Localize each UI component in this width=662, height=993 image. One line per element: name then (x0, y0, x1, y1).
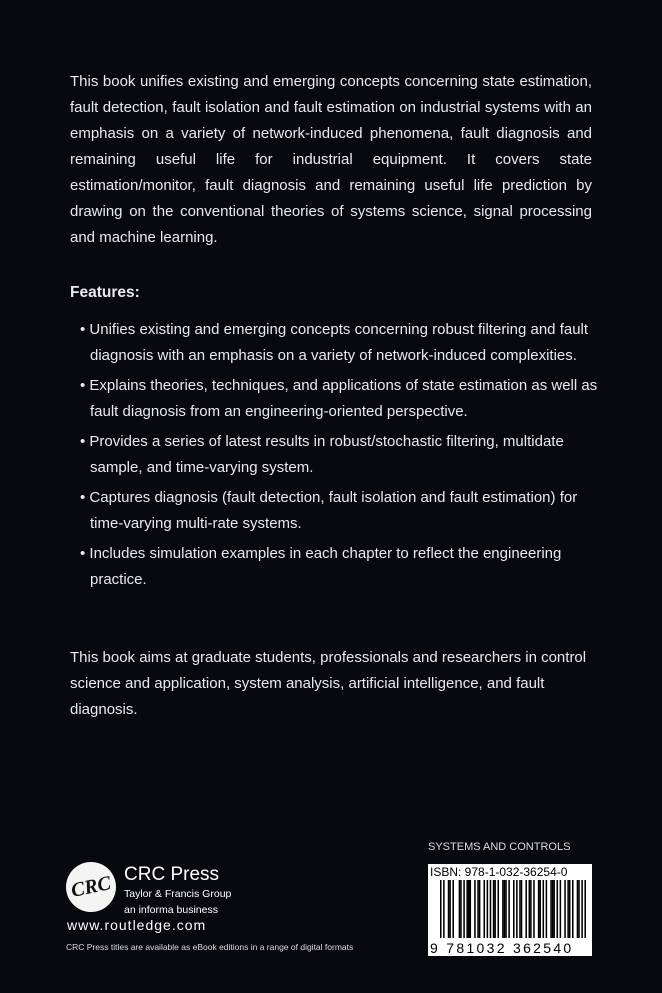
barcode-bar (504, 880, 506, 938)
feature-item: • Captures diagnosis (fault detection, fault isolation and fault estimation) for time-varying multi-rate systems. (78, 485, 598, 537)
ebook-note: CRC Press titles are available as eBook editions in a range of digital formats (66, 942, 354, 952)
barcode-bar (572, 880, 574, 938)
barcode-box (428, 864, 592, 956)
barcode-bar (553, 880, 555, 938)
barcode-bar (533, 880, 535, 938)
barcode-bar (578, 880, 580, 938)
barcode-bar (550, 880, 552, 938)
barcode-bar (539, 880, 541, 938)
barcode-bar (530, 880, 532, 938)
barcode-bar (521, 880, 523, 938)
barcode-icon (440, 880, 586, 938)
features-list (78, 317, 598, 597)
barcode-bar (513, 880, 515, 938)
barcode-bar (525, 880, 527, 938)
audience-paragraph: This book aims at graduate students, professionals and researchers in control science and application, system analysis, artificial intelligence, and fault diagnosis. (70, 649, 587, 718)
barcode-bar (508, 880, 510, 938)
barcode-bar (494, 880, 496, 938)
barcode-bar (460, 880, 462, 938)
barcode-bar (463, 880, 465, 938)
barcode-bar (519, 880, 521, 938)
informa-tagline: an informa business (124, 904, 218, 916)
feature-item: • Unifies existing and emerging concepts concerning robust filtering and fault diagnosis with an emphasis on a variety of network-induced complexities. (78, 317, 598, 369)
barcode-bar (493, 880, 495, 938)
feature-item: • Provides a series of latest results in robust/stochastic filtering, multidate sample, and time-varying system. (78, 429, 598, 481)
barcode-bar (529, 880, 531, 938)
barcode-bar (538, 880, 540, 938)
barcode-bar (577, 880, 579, 938)
barcode-bar (483, 880, 485, 938)
barcode-bar (516, 880, 518, 938)
barcode-number: 9 781032 362540 (430, 940, 574, 956)
barcode-bar (449, 880, 451, 938)
publisher-name: CRC Press (124, 864, 220, 885)
barcode-bar (443, 880, 445, 938)
barcode-bar (584, 880, 586, 938)
features-heading: Features: (70, 284, 140, 301)
barcode-bar (505, 880, 507, 938)
barcode-bar (468, 880, 470, 938)
barcode-bar (452, 880, 454, 938)
publisher-group: Taylor & Francis Group (124, 888, 232, 900)
barcode-bar (466, 880, 468, 938)
barcode-bar (546, 880, 548, 938)
barcode-bar (448, 880, 450, 938)
barcode-bar (490, 880, 492, 938)
barcode-bar (479, 880, 481, 938)
barcode-bar (502, 880, 504, 938)
barcode-bar (581, 880, 583, 938)
feature-item: • Explains theories, techniques, and applications of state estimation as well as fault diagnosis from an engineering-oriented perspective. (78, 373, 598, 425)
crc-logo (61, 857, 120, 916)
barcode-bar (487, 880, 489, 938)
isbn-label: ISBN: 978-1-032-36254-0 (430, 865, 568, 879)
barcode-bar (543, 880, 545, 938)
barcode-bar (474, 880, 476, 938)
crc-logo-text: CRC (69, 871, 113, 902)
barcode-bar (477, 880, 479, 938)
barcode-bar (567, 880, 569, 938)
series-label: SYSTEMS AND CONTROLS (428, 841, 571, 853)
barcode-bar (440, 880, 442, 938)
barcode-bar (552, 880, 554, 938)
barcode-bar (459, 880, 461, 938)
barcode-bar (564, 880, 566, 938)
publisher-url: www.routledge.com (67, 917, 207, 933)
barcode-bar (560, 880, 562, 938)
barcode-bar (470, 880, 472, 938)
feature-item: • Includes simulation examples in each chapter to reflect the engineering practice. (78, 541, 598, 593)
intro-paragraph: This book unifies existing and emerging concepts concerning state estimation, fault detection, fault isolation and fault estimation on industrial systems with an emphasis on a variety of network-induced phenomena, fault diagnosis and remaining useful life for industrial equipment. It covers state estimation/monitor, fault diagnosis and remaining useful life prediction by drawing on the conventional theories of systems science, signal processing and machine learning. (70, 73, 592, 246)
barcode-bar (569, 880, 571, 938)
barcode-bar (497, 880, 499, 938)
barcode-bar (556, 880, 558, 938)
